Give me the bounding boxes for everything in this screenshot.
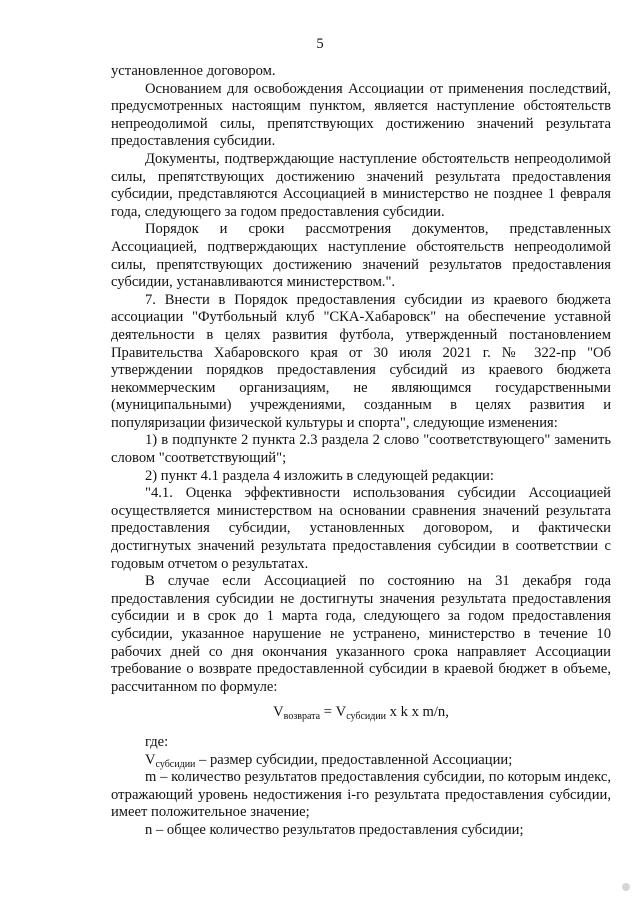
definition-v — [111, 752, 611, 770]
formula-rhs-symbol: V — [335, 704, 347, 721]
definition-m: m – количество результатов предоставления субсидии, по которым индекс, отражающий уровень недостижения i-го результата предоставления субсидии, имеет положительное значение; — [111, 769, 611, 821]
paragraph-subitem-2: 2) пункт 4.1 раздела 4 изложить в следующей редакции: — [145, 467, 494, 484]
page-number: 5 — [316, 36, 324, 52]
paragraph-grounds: Основанием для освобождения Ассоциации от применения последствий, предусмотренных настоящим пунктом, является наступление обстоятельств непреодолимой силы, препятствующих достижению значений результата предоставления субсидии. — [111, 80, 611, 150]
paragraph-clause-4-1: "4.1. Оценка эффективности использования субсидии Ассоциацией осуществляется министерством на основании сравнения значений результата предоставления субсидии, установленных договором, и фактически достигнутых значений результата предоставления субсидии в соответствии с годовым отчетом о результатах. — [111, 485, 611, 572]
formula-rhs-sub: субсидии — [346, 711, 387, 723]
scan-mark — [622, 883, 630, 891]
paragraph-documents: Документы, подтверждающие наступление обстоятельств непреодолимой силы, препятствующих достижению значений результата предоставления субсидии, представляются Ассоциацией в министерство не позднее 1 февраля года, следующего за годом предоставления субсидии. — [111, 150, 611, 220]
paragraph-continuation: установленное договором. — [111, 63, 276, 79]
document-body — [111, 63, 611, 840]
formula-equals: = — [320, 704, 336, 721]
refund-formula — [111, 704, 611, 722]
definition-n: n – общее количество результатов предоставления субсидии; — [145, 821, 524, 838]
paragraph-refund-case: В случае если Ассоциацией по состоянию на 31 декабря года предоставления субсидии не достигнуты значения результата предоставления субсидии и в срок до 1 марта года, следующего за годом предоставления субсидии, указанное нарушение не устранено, министерство в течение 10 рабочих дней со дня окончания указанного срока направляет Ассоциации требование о возврате предоставленной субсидии в краевой бюджет в объеме, рассчитанном по формуле: — [111, 573, 611, 695]
formula-rhs-rest: x k x m/n, — [386, 704, 449, 721]
paragraph-item-7: 7. Внести в Порядок предоставления субсидии из краевого бюджета ассоциации "Футбольный клуб "СКА-Хабаровск" на обеспечение уставной деятельности в целях развития футбола, утвержденный постановлением Правительства Хабаровского края от 30 июля 2021 г. № 322-пр "Об утверждении порядков предоставления субсидий из краевого бюджета некоммерческим организациям, не являющимся государственными (муниципальными) учреждениями, созданным в целях развития и популяризации физической культуры и спорта", следующие изменения: — [111, 291, 611, 431]
formula-lhs-sub: возврата — [283, 711, 321, 723]
paragraph-procedure: Порядок и сроки рассмотрения документов, представленных Ассоциацией, подтверждающих наступление обстоятельств непреодолимой силы, препятствующих достижению значений результатов предоставления субсидии, устанавливаются министерством.". — [111, 221, 611, 291]
definition-v-sub: субсидии — [155, 758, 196, 770]
definition-v-symbol: V — [145, 751, 156, 768]
formula-lhs-symbol: V — [273, 704, 284, 721]
where-label: где: — [145, 733, 169, 750]
definition-v-text: – размер субсидии, предоставленной Ассоциации; — [195, 751, 513, 768]
paragraph-subitem-1: 1) в подпункте 2 пункта 2.3 раздела 2 слово "соответствующего" заменить словом "соответствующий"; — [111, 432, 611, 467]
